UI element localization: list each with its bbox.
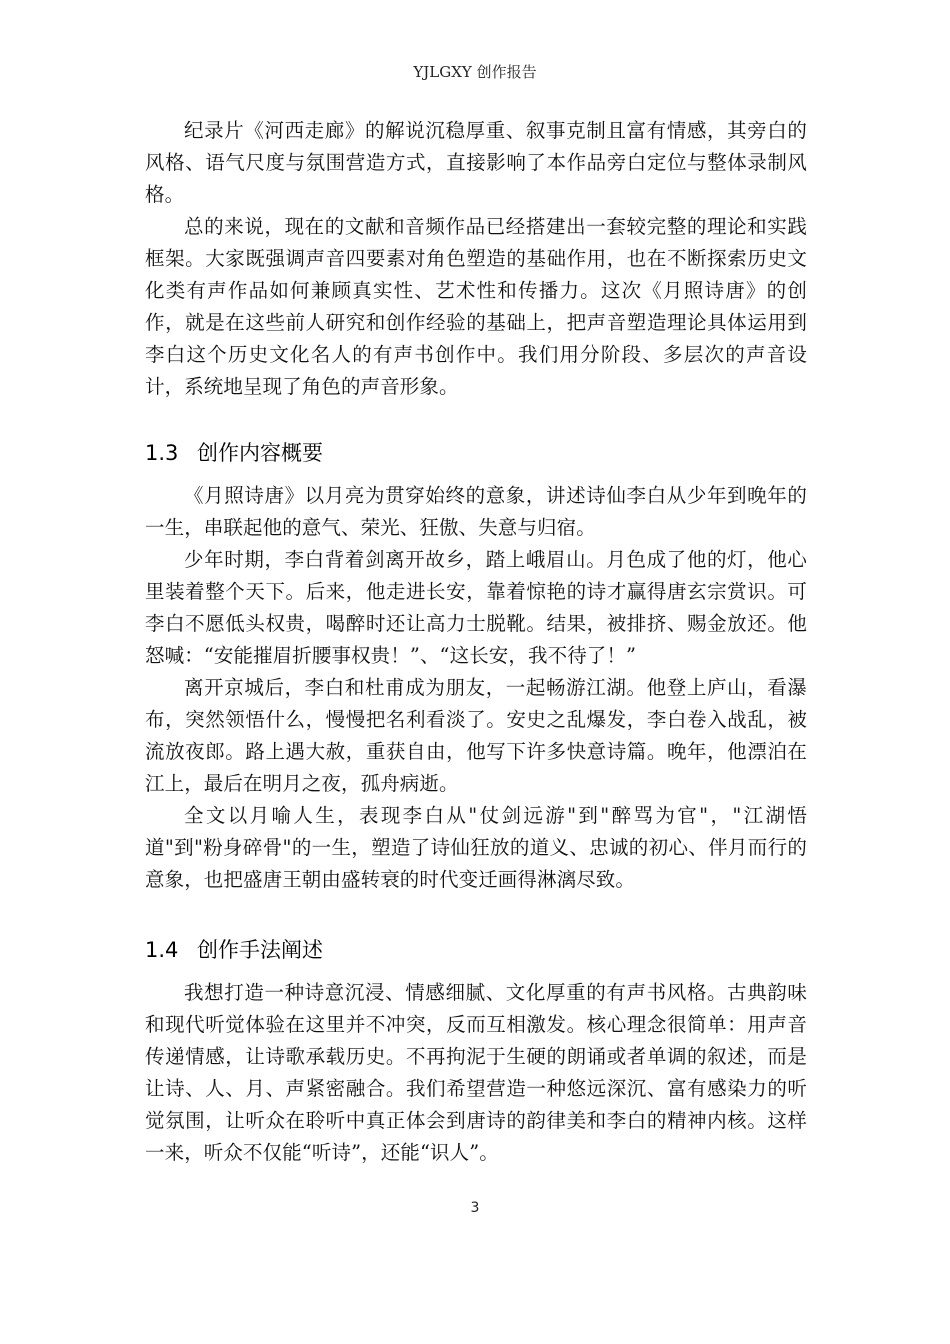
intro-paragraph-2: 总的来说，现在的文献和音频作品已经搭建出一套较完整的理论和实践框架。大家既强调声音四要素对角色塑造的基础作用，也在不断探索历史文化类有声作品如何兼顾真实性、艺术性和传播力。这次《月照诗唐》的创作，就是在这些前人研究和创作经验的基础上，把声音塑造理论具体运用到李白这个历史文化名人的有声书创作中。我们用分阶段、多层次的声音设计，系统地呈现了角色的声音形象。 xyxy=(145,215,807,398)
intro-paragraph-1: 纪录片《河西走廊》的解说沉稳厚重、叙事克制且富有情感，其旁白的风格、语气尺度与氛围营造方式，直接影响了本作品旁白定位与整体录制风格。 xyxy=(145,119,807,206)
page-number: 3 xyxy=(470,1200,480,1216)
section-1-3-paragraph-1: 《月照诗唐》以月亮为贯穿始终的意象，讲述诗仙李白从少年到晚年的一生，串联起他的意气、荣光、狂傲、失意与归宿。 xyxy=(145,484,807,539)
section-1-3-paragraph-2: 少年时期，李白背着剑离开故乡，踏上峨眉山。月色成了他的灯，他心里装着整个天下。后来，他走进长安，靠着惊艳的诗才赢得唐玄宗赏识。可李白不愿低头权贵，喝醉时还让高力士脱靴。结果，被排挤、赐金放还。他怒喊：“安能摧眉折腰事权贵！”、“这长安，我不待了！” xyxy=(145,548,807,667)
section-1-3-paragraph-4: 全文以月喻人生，表现李白从"仗剑远游"到"醉骂为官"，"江湖悟道"到"粉身碎骨"的一生，塑造了诗仙狂放的道义、忠诚的初心、伴月而行的意象，也把盛唐王朝由盛转衰的时代变迁画得淋漓尽致。 xyxy=(145,804,807,891)
section-heading-1-3 xyxy=(145,438,807,468)
section-1-4-paragraph-1: 我想打造一种诗意沉浸、情感细腻、文化厚重的有声书风格。古典韵味和现代听觉体验在这里并不冲突，反而互相激发。核心理念很简单：用声音传递情感，让诗歌承载历史。不再拘泥于生硬的朗诵或者单调的叙述，而是让诗、人、月、声紧密融合。我们希望营造一种悠远深沉、富有感染力的听觉氛围，让听众在聆听中真正体会到唐诗的韵律美和李白的精神内核。这样一来，听众不仅能“听诗”，还能“识人”。 xyxy=(145,981,807,1164)
document-body xyxy=(145,115,807,1169)
section-1-3-paragraph-3: 离开京城后，李白和杜甫成为朋友，一起畅游江湖。他登上庐山，看瀑布，突然领悟什么，慢慢把名利看淡了。安史之乱爆发，李白卷入战乱，被流放夜郎。路上遇大赦，重获自由，他写下许多快意诗篇。晚年，他漂泊在江上，最后在明月之夜，孤舟病逝。 xyxy=(145,676,807,795)
section-title: 创作内容概要 xyxy=(197,441,323,465)
section-heading-1-4 xyxy=(145,935,807,965)
page-header: YJLGXY 创作报告 xyxy=(413,63,537,81)
section-title: 创作手法阐述 xyxy=(197,938,323,962)
section-number: 1.4 xyxy=(145,938,179,962)
section-number: 1.3 xyxy=(145,441,179,465)
